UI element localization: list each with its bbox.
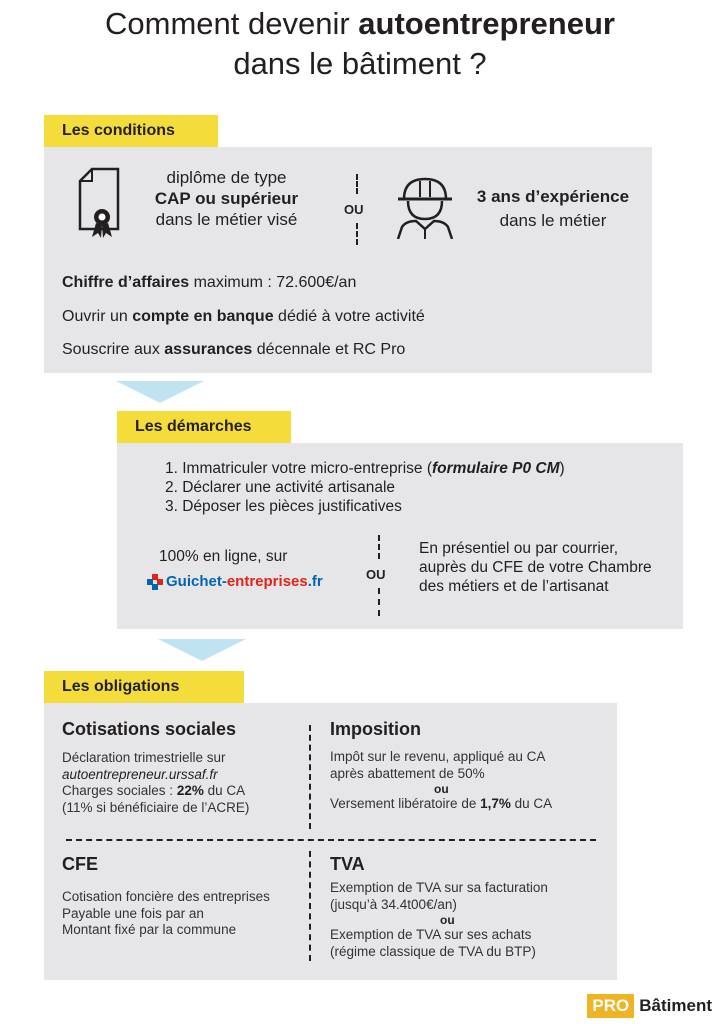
imposition-text (330, 749, 552, 813)
chiffre-affaires-line (62, 273, 356, 293)
title-bold: autoentrepreneur (358, 6, 615, 41)
ca-rest: maximum : 72.600€/an (189, 274, 357, 291)
guichet-part-c: .fr (307, 573, 323, 590)
divider-top (356, 174, 358, 194)
cot-l3-pre: Charges sociales : (62, 783, 177, 798)
step1-italic: formulaire P0 CM (432, 460, 560, 477)
diploma-line1: diplôme de type (166, 168, 287, 187)
experience-line2: dans le métier (499, 211, 607, 230)
step-3: 3. Déposer les pièces justificatives (165, 498, 402, 515)
tva-l3: Exemption de TVA sur ses achats (330, 927, 532, 942)
title-prefix: Comment devenir (105, 6, 359, 41)
guichet-cross-icon (147, 574, 163, 590)
step1-post: ) (559, 460, 565, 477)
conditions-panel (44, 147, 652, 373)
title-line2: dans le bâtiment ? (233, 46, 487, 81)
imp-l3-post: du CA (510, 796, 553, 811)
divider-demarches-top (378, 535, 380, 559)
diploma-line2: CAP ou supérieur (154, 189, 299, 208)
online-text: 100% en ligne, sur (159, 548, 288, 565)
ins-bold: assurances (164, 341, 253, 358)
physical-text: En présentiel ou par courrier, auprès du CFE de votre Chambre des métiers et de l’artisanat (419, 540, 652, 595)
page-title (0, 4, 720, 84)
imposition-ou: ou (434, 782, 449, 796)
urssaf-link[interactable]: autoentrepreneur.urssaf.fr (62, 766, 218, 782)
compte-banque-line (62, 307, 425, 327)
assurances-line (62, 340, 405, 360)
imposition-l1: Impôt sur le revenu, appliqué au CA (330, 749, 546, 764)
worker-icon (394, 175, 456, 239)
cot-l3-bold: 22% (176, 783, 204, 798)
experience-text (462, 185, 644, 233)
imp-l3-bold: 1,7% (480, 796, 511, 811)
cfe-l1: Cotisation foncière des entreprises (62, 889, 270, 904)
obligations-divider-bottom (309, 851, 311, 961)
bank-bold: compte en banque (132, 308, 274, 325)
guichet-part-a: Guichet- (166, 573, 227, 590)
cotisations-heading: Cotisations sociales (62, 719, 237, 739)
tva-l2: (jusqu’à 34.4t00€/an) (330, 896, 457, 912)
ins-post: décennale et RC Pro (252, 341, 406, 358)
divider-bottom (356, 223, 358, 245)
obligations-divider-top (309, 725, 311, 829)
imposition-heading: Imposition (330, 719, 421, 739)
pro-batiment-logo[interactable] (587, 994, 712, 1018)
guichet-part-b: entreprises (226, 573, 308, 590)
tva-l1: Exemption de TVA sur sa facturation (330, 880, 548, 895)
step-2: 2. Déclarer une activité artisanale (165, 479, 396, 496)
cfe-l3: Montant fixé par la commune (62, 922, 237, 937)
step1-pre: 1. Immatriculer votre micro-entreprise ( (165, 460, 433, 477)
cfe-l2: Payable une fois par an (62, 905, 204, 921)
tab-demarches: Les démarches (117, 411, 291, 443)
ou-label-demarches: OU (366, 567, 386, 582)
tva-l4: (régime classique de TVA du BTP) (330, 943, 536, 959)
imp-l3-pre: Versement libératoire de (330, 796, 481, 811)
diploma-line3: dans le métier visé (155, 210, 298, 229)
cfe-text (62, 889, 270, 939)
tva-ou: ou (440, 913, 455, 927)
tva-text (330, 880, 548, 960)
ca-bold: Chiffre d’affaires (62, 274, 190, 291)
bank-pre: Ouvrir un (62, 308, 133, 325)
tab-obligations: Les obligations (44, 671, 244, 703)
arrow-down-2 (158, 639, 246, 661)
cotisations-text (62, 750, 249, 816)
tab-conditions: Les conditions (44, 115, 218, 147)
obligations-divider-horizontal (66, 839, 596, 841)
obligations-panel (44, 703, 617, 980)
arrow-down-1 (116, 381, 204, 403)
tva-heading: TVA (330, 854, 365, 874)
ou-label: OU (344, 202, 364, 217)
cot-l3-post: du CA (203, 783, 246, 798)
guichet-logo[interactable] (147, 573, 323, 590)
diploma-text (134, 167, 319, 230)
steps-list (165, 459, 565, 516)
experience-line1: 3 ans d’expérience (476, 187, 630, 206)
bank-post: dédié à votre activité (273, 308, 425, 325)
diploma-icon (74, 167, 124, 239)
cotisations-l1: Déclaration trimestrielle sur (62, 750, 226, 765)
cfe-heading: CFE (62, 854, 98, 874)
logo-name: Bâtiment (639, 996, 712, 1015)
step-1 (165, 459, 565, 478)
cotisations-l4: (11% si bénéficiaire de l’ACRE) (62, 799, 250, 815)
logo-pro: PRO (587, 994, 634, 1018)
imposition-l2: après abattement de 50% (330, 765, 485, 781)
divider-demarches-bottom (378, 588, 380, 616)
demarches-panel (117, 443, 683, 629)
ins-pre: Souscrire aux (62, 341, 165, 358)
